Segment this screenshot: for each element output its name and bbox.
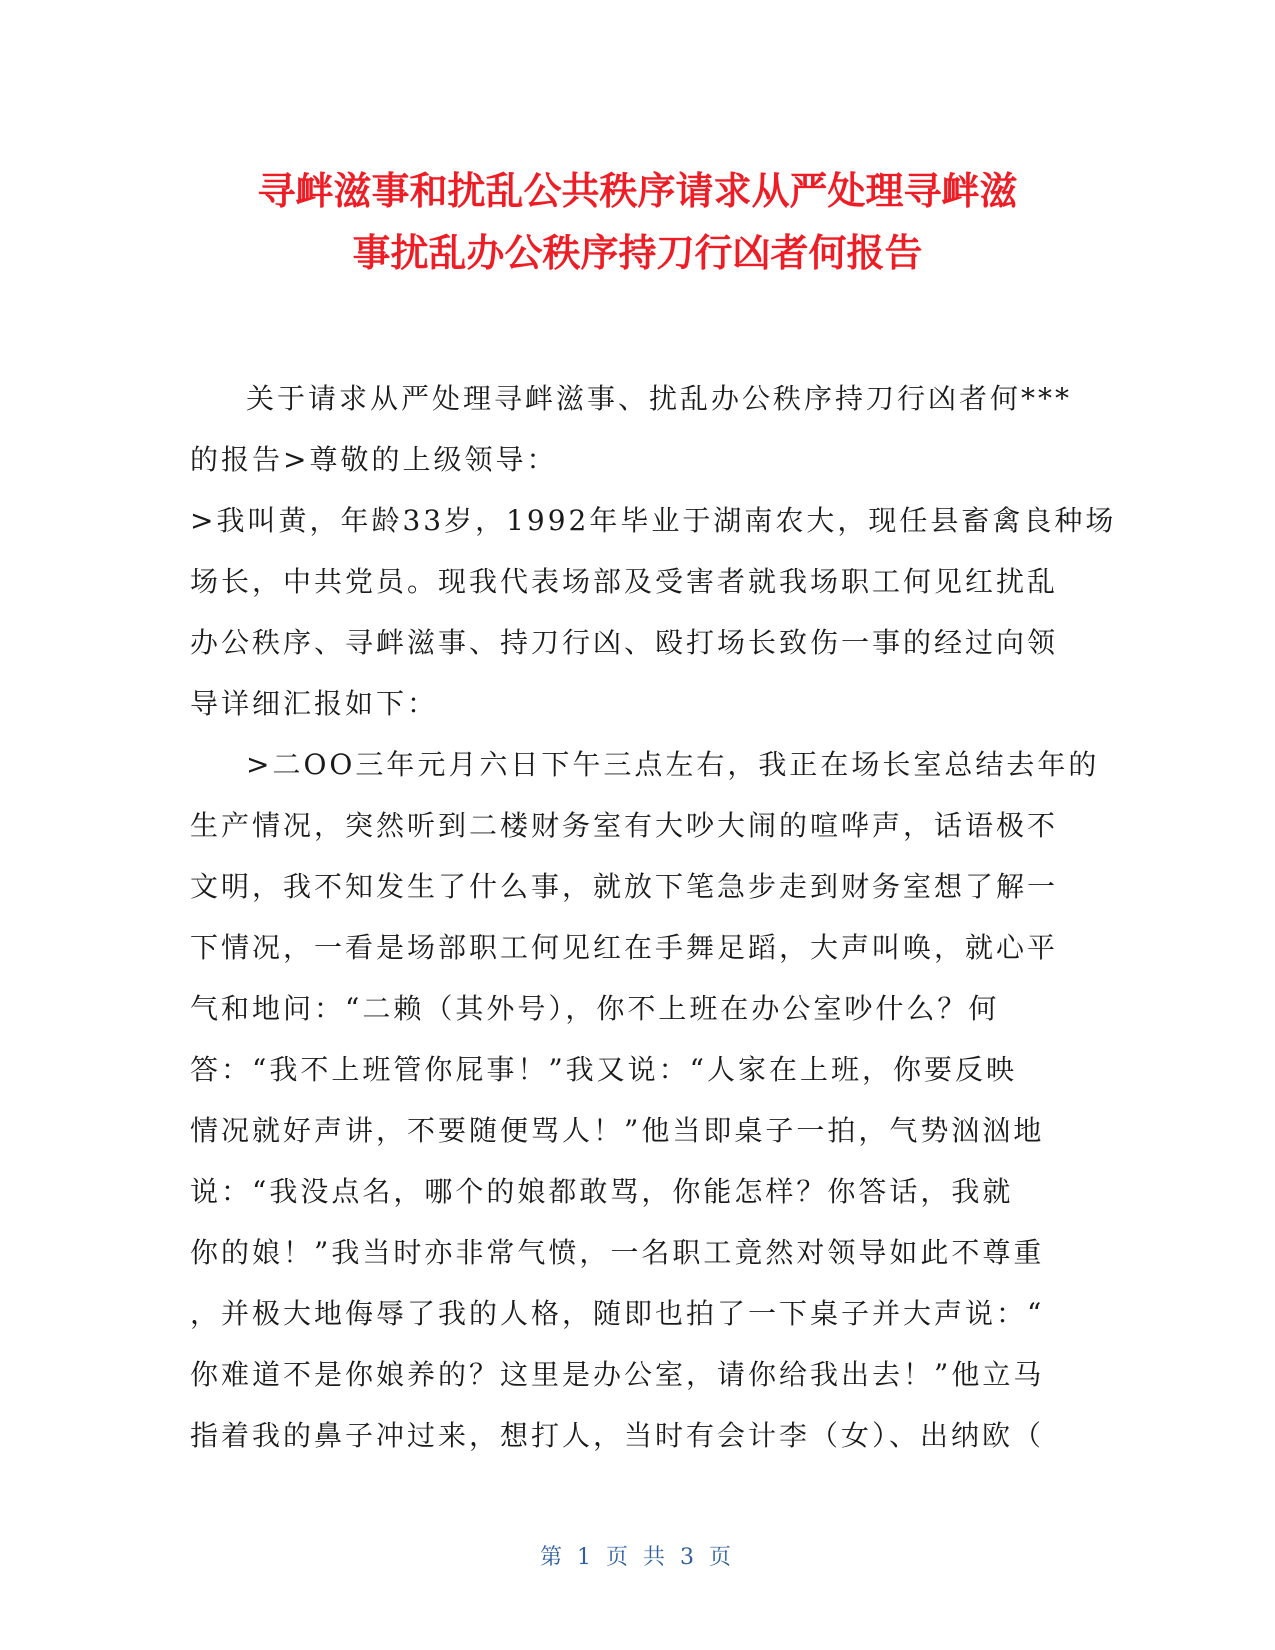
- page-footer: 第 1 页 共 3 页: [540, 1545, 735, 1570]
- body-line: >二OO三年元月六日下午三点左右，我正在场长室总结去年的: [246, 748, 1100, 781]
- body-line: 答：“我不上班管你屁事！”我又说：“人家在上班，你要反映: [190, 1053, 1017, 1086]
- body-line: ，并极大地侮辱了我的人格，随即也拍了一下桌子并大声说：“: [190, 1297, 1045, 1330]
- body-line: 文明，我不知发生了什么事，就放下笔急步走到财务室想了解一: [190, 870, 1059, 903]
- body-line: 你的娘！”我当时亦非常气愤，一名职工竟然对领导如此不尊重: [190, 1236, 1045, 1269]
- body-line: 你难道不是你娘养的？这里是办公室，请你给我出去！”他立马: [190, 1358, 1045, 1391]
- body-line: 场长，中共党员。现我代表场部及受害者就我场职工何见红扰乱: [190, 565, 1059, 598]
- title-line: 事扰乱办公秩序持刀行凶者何报告: [352, 231, 923, 275]
- body-line: 的报告>尊敬的上级领导：: [190, 443, 558, 476]
- body-line: 办公秩序、寻衅滋事、持刀行凶、殴打场长致伤一事的经过向领: [190, 626, 1059, 659]
- body-line: 导详细汇报如下：: [190, 687, 439, 720]
- body-line: 生产情况，突然听到二楼财务室有大吵大闹的喧哗声，话语极不: [190, 809, 1059, 842]
- title-line: 寻衅滋事和扰乱公共秩序请求从严处理寻衅滋: [257, 169, 1018, 213]
- body-line: 说：“我没点名，哪个的娘都敢骂，你能怎样？你答话，我就: [190, 1175, 1014, 1208]
- body-line: 下情况，一看是场部职工何见红在手舞足蹈，大声叫唤，就心平: [190, 931, 1059, 964]
- body-line: 指着我的鼻子冲过来，想打人，当时有会计李（女）、出纳欧（: [190, 1419, 1045, 1452]
- document-title: [150, 160, 1125, 284]
- body-line: 气和地问：“二赖（其外号），你不上班在办公室吵什么？何: [190, 992, 1000, 1025]
- document-body: [190, 368, 1117, 1466]
- body-line: 关于请求从严处理寻衅滋事、扰乱办公秩序持刀行凶者何***: [246, 382, 1073, 415]
- body-line: 情况就好声讲，不要随便骂人！”他当即桌子一拍，气势汹汹地: [190, 1114, 1045, 1147]
- body-line: >我叫黄，年龄33岁，1992年毕业于湖南农大，现任县畜禽良种场: [190, 504, 1117, 537]
